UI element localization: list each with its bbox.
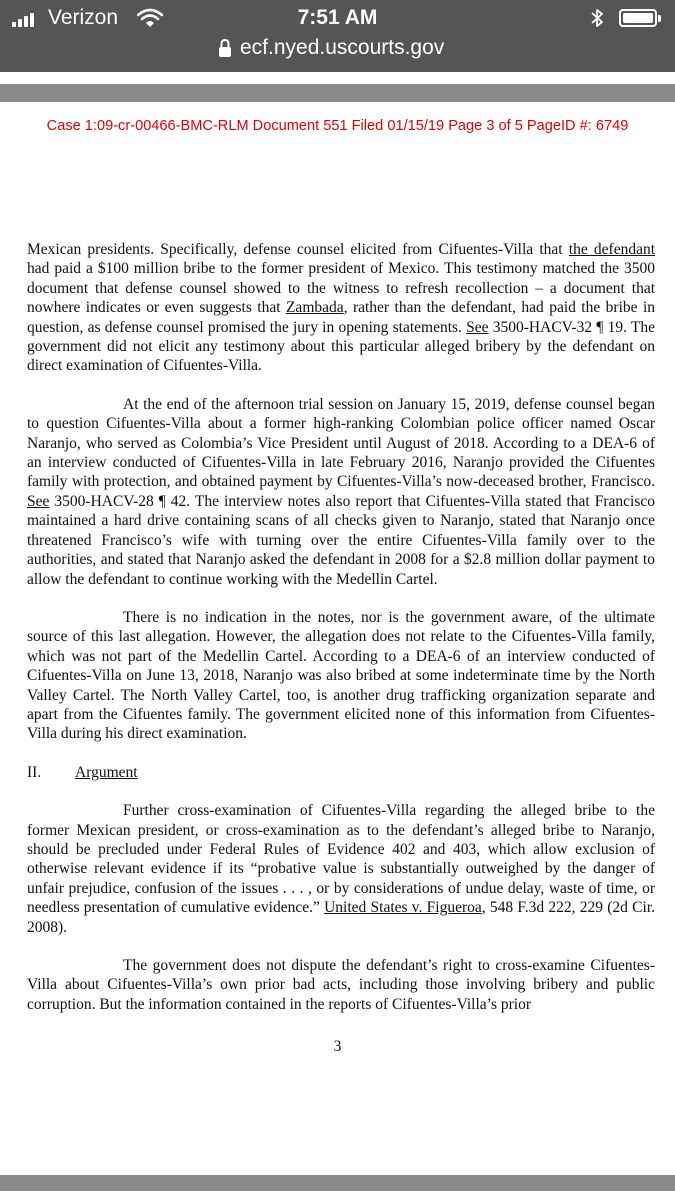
paragraph-3: There is no indication in the notes, nor is the government aware, of the ultimate source of this last allegation. However, the allegation does not relate to the Cifuentes-Villa family, which was not part of the Medellin Cartel. According to a DEA-6 of an interview conducted of Cifuentes-Villa on June 13, 2018, Naranjo was also bribed at some indeterminate time by the North Valley Cartel. The North Valley Cartel, too, is another drug trafficking organization separate and apart from the Cifuentes family. The government elicited none of this information from Cifuentes-Villa during his direct examination. — [27, 608, 655, 743]
status-bar — [0, 0, 675, 38]
browser-chrome — [0, 0, 675, 72]
page-number: 3 — [333, 1038, 342, 1055]
case-header: Case 1:09-cr-00466-BMC-RLM Document 551 Filed 01/15/19 Page 3 of 5 PageID #: 6749 — [46, 118, 629, 134]
battery-cap — [658, 15, 661, 22]
paragraph-1: Mexican presidents. Specifically, defense counsel elicited from Cifuentes-Villa that the defendant had paid a $100 million bribe to the former president of Mexico. This testimony matched the 3500 document that defense counsel showed to the witness to refresh recollection – a document that nowhere indicates or even suggests that Zambada, rather than the defendant, had paid the bribe in question, as defense counsel promised the jury in opening statements. See 3500-HACV-32 ¶ 19. The government did not elicit any testimony about this particular alleged bribery by the defendant on direct examination of Cifuentes-Villa. — [27, 241, 656, 375]
battery-icon — [619, 9, 657, 27]
url-text[interactable]: ecf.nyed.uscourts.gov — [240, 36, 445, 59]
address-bar[interactable] — [0, 36, 675, 66]
underlined-text: the defendant — [568, 241, 656, 258]
citation-signal: See — [466, 318, 489, 336]
document-body — [27, 240, 655, 1014]
viewer-top-band — [0, 84, 675, 102]
status-time: 7:51 AM — [297, 6, 378, 29]
paragraph-2: At the end of the afternoon trial session on January 15, 2019, defense counsel began to question Cifuentes-Villa about a former high-ranking Colombian police officer named Oscar Naranjo, who served as Colombia’s Vice President until August of 2018. According to a DEA-6 of an interview conducted of Cifuentes-Villa in late February 2016, Naranjo provided the Cifuentes family with protection, and obtained payment by Cifuentes-Villa’s now-deceased brother, Francisco. See 3500-HACV-28 ¶ 42. The interview notes also report that Cifuentes-Villa stated that Francisco maintained a hard drive containing scans of all checks given to Naranjo, stated that Naranjo once threatened Francisco’s wife with turning over the entire Cifuentes-Villa family over to the authorities, and stated that Naranjo asked the defendant in 2008 for a $2.8 million dollar payment to allow the defendant to continue working with the Medellin Cartel. — [27, 395, 655, 588]
bluetooth-icon — [590, 8, 604, 28]
section-title: Argument — [75, 763, 138, 781]
carrier-name: Verizon — [48, 6, 119, 29]
viewer-bottom-band — [0, 1175, 675, 1191]
citation-signal: See — [27, 492, 50, 510]
section-heading — [27, 763, 655, 782]
lock-icon — [218, 38, 232, 58]
paragraph-4: Further cross-examination of Cifuentes-Villa regarding the alleged bribe to the former Mexican president, or cross-examination as to the defendant’s alleged bribe to Naranjo, should be precluded under Federal Rules of Evidence 402 and 403, which allow exclusion of otherwise relevant evidence if its “probative value is substantially outweighed by the danger of unfair prejudice, confusion of the issues . . . , or by considerations of undue delay, waste of time, or needless presentation of cumulative evidence.” United States v. Figueroa, 548 F.3d 222, 229 (2d Cir. 2008). — [27, 802, 655, 936]
paragraph-5: The government does not dispute the defendant’s right to cross-examine Cifuentes-Villa about Cifuentes-Villa’s own prior bad acts, including those involving bribery and public corruption. But the information contained in the reports of Cifuentes-Villa’s prior — [27, 957, 655, 1013]
case-citation: United States v. Figueroa — [324, 899, 482, 917]
underlined-text: Zambada — [285, 299, 344, 317]
section-number: II. — [27, 763, 42, 781]
